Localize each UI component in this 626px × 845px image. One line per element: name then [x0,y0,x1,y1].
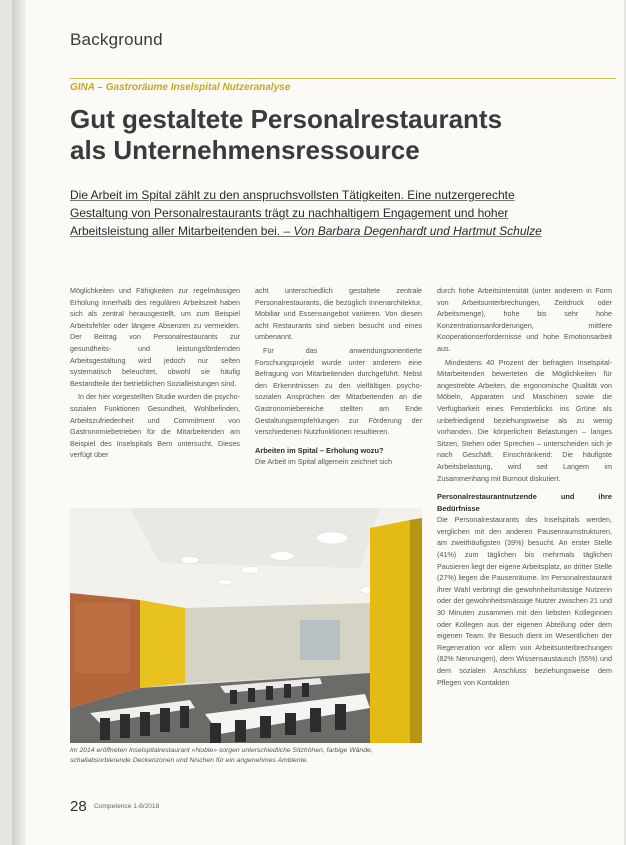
paragraph: Mindestens 40 Prozent der befragten Inselspital-Mitarbeitenden bewerteten die Möglichkeiten für angestrebte Arbeiten, die ergonomische Qualität von Möbeln, Apparaten und Maschinen sowie die Verfügbarkeit eines Fensterblicks ins Grüne als unbefriedigend beziehungsweise als zu wenig vorhanden. Die körperlichen Belastungen – langes Sitzen, Stehen oder Sprechen – unterscheiden sich je nach Geschäft. Einschränkend: Die häufigste Arbeitsbelastung, wird seit Langem im Zusammenhang mit Burnout diskutiert. [437,357,612,483]
restaurant-illustration [70,508,422,743]
kicker: GINA – Gastroräume Inselspital Nutzeranalyse [70,82,291,93]
lead-line: Die Arbeit im Spital zählt zu den anspruchsvollsten Tätigkeiten. Eine nutzergerechte [70,188,515,202]
title-line: Gut gestaltete Personalrestaurants [70,104,503,134]
divider [70,78,616,79]
text-column-3 [437,285,612,690]
text-column-2 [255,285,422,470]
photo-caption: Im 2014 eröffneten Inselspitalrestaurant «Noble» sorgen unterschiedliche Sitzhöhen, farbige Wände, schallabsorbierende Deckenzonen und Nischen für ein angenehmes Ambiente. [70,747,373,764]
paragraph: Die Arbeit im Spital allgemein zeichnet sich [255,457,393,467]
page-number: 28 [70,798,87,815]
subheading: Arbeiten im Spital – Erholung wozu? [255,445,384,455]
article-lead [70,186,610,240]
subheading: Personalrestaurantnutzende und ihre Bedürfnisse [437,492,612,513]
lead-line [70,222,610,240]
restaurant-photo [70,508,422,743]
paragraph: durch hohe Arbeitsintensität (unter anderem in Form von Arbeitsunterbrechungen, Zeitdruck oder Arbeitsmenge), hohe bis sehr hohe Konzentrationsanforderungen, mittlere Kooperationserfordernisse und hohe Emotionsarbeit aus. [437,286,612,353]
paragraph: acht unterschiedlich gestaltete zentrale Personalrestaurants, die bezüglich Innenarchitektur, Mobiliar und Essensangebot variieren. Von diesen acht Restaurants sind sieben besucht und eines umbenannt. [255,286,422,342]
paragraph: In der hier vorgestellten Studie wurden die psycho-sozialen Funktionen Gesundheit, Wohlbefinden, Arbeitszufriedenheit und Commitment von Gastronomiebetrieben für die Mitarbeitenden am Beispiel des Inselspitals Bern untersucht. Dieses verfügt über [70,392,240,460]
page-fold-shadow [12,0,26,845]
section-label: Background [70,30,163,49]
magazine-issue: Competence 1-8/2018 [94,803,160,810]
paragraph: Möglichkeiten und Fähigkeiten zur regelmässigen Erholung innerhalb des regulären Arbeitszeit haben sich als zentral herausgestellt, um zum Beispiel Arbeitsfehler oder längere Absenzen zu vermeiden. Der Beitrag von Personalrestaurants zur gesundheits- und leistungsfördernden Arbeitsgestaltung wird jedoch nur selten systematisch beleuchtet, obwohl sie häufig Bestandteile der betrieblichen Sozialleistungen sind. [70,286,240,388]
text-column-1 [70,285,240,463]
lead-text: Arbeitsleistung aller Mitarbeitenden bei. [70,224,281,238]
article-title [70,104,610,166]
lead-line: Gestaltung von Personalrestaurants trägt zu nachhaltigem Engagement und hoher [70,206,509,220]
title-line: als Unternehmensressource [70,135,420,165]
byline: – Von Barbara Degenhardt und Hartmut Schulze [283,224,542,238]
paragraph: Die Personalrestaurants des Inselspitals werden, verglichen mit den anderen Pausenraumstrukturen, am zweithäufigsten (39%) besucht. An erster Stelle (41%) zum täglichen bis mehrmals täglichen Pausieren liegt der eigene Arbeitsplatz, an dritter Stelle (27%) liegen die Pausenräume. Im Personalrestaurant ihrer Wahl verbringt die gewohnheitsmässige Nutzerin oder der gewohnheitsmässige Nutzer zwischen 21 und 30 Minuten zusammen mit den liebsten Kolleginnen oder Kollegen aus der eigenen Abteilung oder dem eigenen Team. Ihr Besuch dient im Wesentlichen der Regeneration vor allem von Arbeitsunterbrechungen (82% Nennungen), dem Wissensaustausch (55%) und dem sozialen Anschluss beziehungsweise dem Pflegen von Kontakten [437,515,612,687]
paragraph: Für das anwendungsorientierte Forschungsprojekt wurde unter anderem eine Befragung von Mitarbeitenden durchgeführt. Nebst den Erkenntnissen zu den vielfältigen psycho-sozialen Ansprüchen der Mitarbeitenden an die Gastronomiebereiche stellten am Ende Gestaltungsempfehlungen zur Förderung der verschiedenen Nutzfunktionen resultieren. [255,345,422,437]
magazine-page [12,0,624,845]
